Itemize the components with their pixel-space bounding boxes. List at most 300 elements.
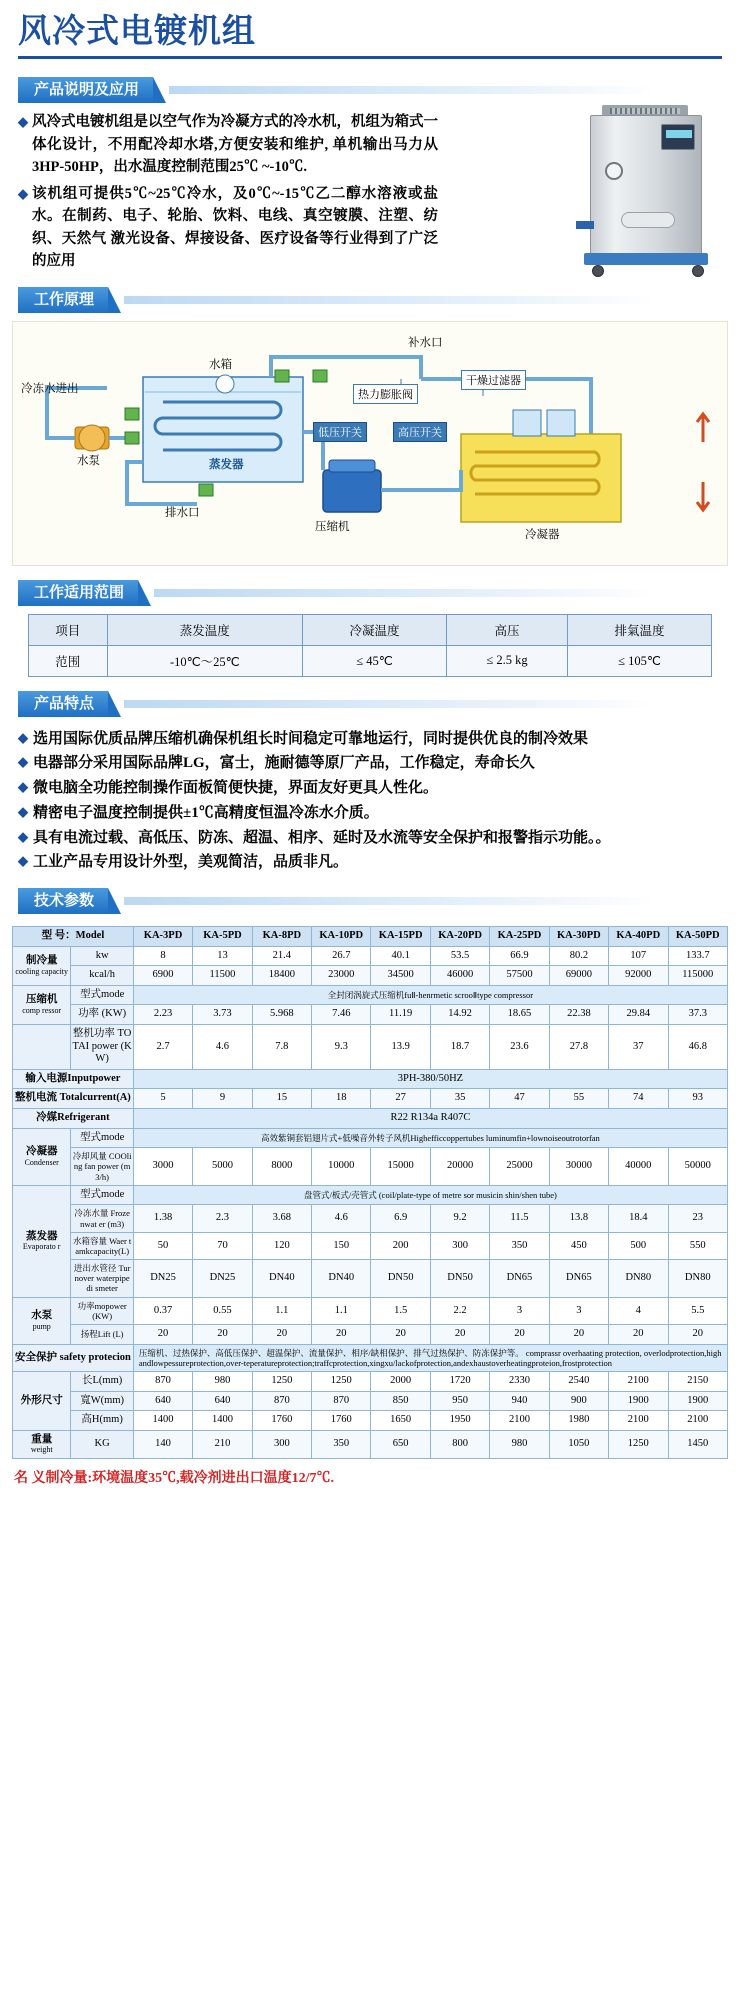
diagram-label-compressor: 压缩机 <box>315 520 350 533</box>
range-col-cond-temp: 冷凝温度 <box>303 614 447 645</box>
spec-cell: 1400 <box>133 1411 192 1431</box>
spec-cell: 640 <box>193 1391 252 1411</box>
diagram-label-expansion-valve: 热力膨胀阀 <box>353 384 418 404</box>
spec-cell: 23 <box>668 1205 728 1232</box>
spec-cell: DN50 <box>371 1260 430 1298</box>
spec-cell: 870 <box>252 1391 311 1411</box>
spec-cell: 2540 <box>549 1372 608 1392</box>
section-label-principle: 工作原理 <box>18 287 108 313</box>
description-bullet <box>18 183 438 273</box>
brand-logo <box>621 212 675 228</box>
spec-cell: 210 <box>193 1430 252 1458</box>
table-row <box>13 1344 728 1371</box>
spec-cell: 15000 <box>371 1148 430 1186</box>
diagram-label-low-pressure-switch: 低压开关 <box>313 422 367 442</box>
spec-cell: 50000 <box>668 1148 728 1186</box>
feature-item <box>18 803 722 825</box>
spec-cell: 15 <box>252 1089 311 1109</box>
description-block <box>0 111 740 272</box>
spec-cell: 200 <box>371 1232 430 1259</box>
diagram-label-dry-filter: 干燥过滤器 <box>461 370 526 390</box>
label-cn: 外形尺寸 <box>20 1394 63 1406</box>
spec-cell: 6.9 <box>371 1205 430 1232</box>
spec-cell: 11.5 <box>490 1205 549 1232</box>
range-col-high-pressure: 高压 <box>447 614 568 645</box>
spec-cell: 20 <box>312 1325 371 1345</box>
spec-cell: 1.5 <box>371 1297 430 1324</box>
diagram-label-chilled-water-inout: 冷冻水进出 <box>21 382 79 395</box>
diagram-svg <box>13 322 729 567</box>
spec-cell: 1050 <box>549 1430 608 1458</box>
spec-cell: 18 <box>312 1089 371 1109</box>
spec-cell: DN80 <box>609 1260 668 1298</box>
spec-cell: 1250 <box>252 1372 311 1392</box>
diagram-label-drain: 排水口 <box>165 506 200 519</box>
section-header-features <box>18 691 658 717</box>
page-title: 风冷式电镀机组 <box>18 14 256 50</box>
spec-cell: 13 <box>193 946 252 966</box>
spec-cell: 93 <box>668 1089 728 1109</box>
principle-diagram-wrap <box>0 321 740 566</box>
feature-text: 微电脑全功能控制操作面板简便快捷，界面友好更具人性化。 <box>33 780 439 797</box>
diamond-icon: ◆ <box>18 185 28 201</box>
spec-model: KA-30PD <box>549 927 608 947</box>
range-cell: ≤ 45℃ <box>303 645 447 676</box>
spec-cell: 3 <box>549 1297 608 1324</box>
spec-sub-label: 进出水管径 Turnover waterpipe di smeter <box>71 1260 133 1298</box>
spec-span-cell-evaporator-type: 盘管式/板式/壳管式 (coil/plate-type of metre sor musicin shin/shen tube) <box>133 1185 727 1205</box>
spec-cell: 35 <box>430 1089 489 1109</box>
spec-row-label-input-power: 输入电源Inputpower <box>13 1069 134 1089</box>
spec-cell: 40000 <box>609 1148 668 1186</box>
spec-row-label-pump <box>13 1297 71 1344</box>
unit-base <box>584 253 708 265</box>
spec-cell: 18400 <box>252 966 311 986</box>
table-row <box>13 1025 728 1070</box>
spec-cell: 107 <box>609 946 668 966</box>
spec-cell: 1650 <box>371 1411 430 1431</box>
spec-cell: DN40 <box>252 1260 311 1298</box>
spec-cell: 2.23 <box>133 1005 192 1025</box>
diamond-icon: ◆ <box>18 803 28 819</box>
spec-cell: 640 <box>133 1391 192 1411</box>
section-header-principle <box>18 287 658 313</box>
spec-cell: DN50 <box>430 1260 489 1298</box>
spec-cell: 46.8 <box>668 1025 728 1070</box>
spec-cell: DN65 <box>490 1260 549 1298</box>
diamond-icon: ◆ <box>18 754 28 770</box>
spec-cell: 14.92 <box>430 1005 489 1025</box>
spec-cell: 350 <box>490 1232 549 1259</box>
title-divider <box>18 56 722 59</box>
spec-cell: 50 <box>133 1232 192 1259</box>
label-cn: 水泵 <box>31 1310 53 1322</box>
spec-cell: 1720 <box>430 1372 489 1392</box>
ribbon-bar <box>124 700 658 708</box>
spec-cell: 1250 <box>312 1372 371 1392</box>
spec-row-label-compressor <box>13 985 71 1024</box>
table-row <box>13 1148 728 1186</box>
unit-body <box>590 115 702 255</box>
spec-cell: 2330 <box>490 1372 549 1392</box>
spec-cell: 20 <box>371 1325 430 1345</box>
spec-cell: 450 <box>549 1232 608 1259</box>
table-header-row <box>29 614 712 645</box>
label-cn: 蒸发器 <box>25 1230 58 1242</box>
spec-cell: 13.8 <box>549 1205 608 1232</box>
table-row <box>13 1185 728 1205</box>
feature-text: 电器部分采用国际品牌LG，富士，施耐德等原厂产品，工作稳定，寿命长久 <box>33 755 535 772</box>
spec-cell: DN25 <box>133 1260 192 1298</box>
spec-row-label-safety: 安全保护 safety protecion <box>13 1344 134 1371</box>
spec-cell: 69000 <box>549 966 608 986</box>
spec-cell: 5000 <box>193 1148 252 1186</box>
spec-cell: 1.1 <box>252 1297 311 1324</box>
spec-cell: 26.7 <box>312 946 371 966</box>
spec-cell: 53.5 <box>430 946 489 966</box>
spec-cell: 20 <box>609 1325 668 1345</box>
range-table-wrap <box>0 614 740 677</box>
spec-cell: 4.6 <box>193 1025 252 1070</box>
diagram-label-condenser: 冷凝器 <box>525 528 560 541</box>
range-cell: -10℃～25℃ <box>107 645 303 676</box>
spec-cell: DN65 <box>549 1260 608 1298</box>
spec-cell: 1760 <box>252 1411 311 1431</box>
caster-wheel <box>592 265 604 277</box>
spec-cell: 2.7 <box>133 1025 192 1070</box>
range-col-evap-temp: 蒸发温度 <box>107 614 303 645</box>
range-cell: 范围 <box>29 645 108 676</box>
spec-cell: 150 <box>312 1232 371 1259</box>
spec-cell: 30000 <box>549 1148 608 1186</box>
spec-span-cell-safety: 压缩机、过热保护、高低压保护、超温保护、流量保护、相序/缺相保护、排气过热保护、防冻保护等。 comprassr overhaating protection, overlodprotection,highandlowpessureprotection,over-teperatureprotection;traffcprotection,xingxu/lackofprotection,andexhaustoverheatingproteion,frostprotection <box>133 1344 727 1371</box>
spec-cell: 900 <box>549 1391 608 1411</box>
spec-row-label-refrigerant: 冷媒Refrigerant <box>13 1109 134 1129</box>
spec-cell: 20 <box>668 1325 728 1345</box>
pressure-gauge-icon <box>605 162 623 180</box>
spec-cell: 70 <box>193 1232 252 1259</box>
spec-cell: 850 <box>371 1391 430 1411</box>
table-row <box>13 1430 728 1458</box>
table-row <box>29 645 712 676</box>
spec-table-wrap <box>0 922 740 1459</box>
spec-row-label-condenser <box>13 1128 71 1185</box>
spec-sub-label: 高H(mm) <box>71 1411 133 1431</box>
water-pipe <box>576 221 594 229</box>
spec-row-label-dimensions <box>13 1372 71 1431</box>
feature-text: 精密电子温度控制提供±1℃高精度恒温冷冻水介质。 <box>33 804 379 821</box>
section-header-spec <box>18 888 658 914</box>
spec-sub-label: 寬W(mm) <box>71 1391 133 1411</box>
spec-sub-label: 整机功率 TOTAI power (KW) <box>71 1025 133 1070</box>
table-row <box>13 1325 728 1345</box>
diagram-label-makeup-water: 补水口 <box>408 336 443 349</box>
label-cn: 压缩机 <box>25 994 58 1006</box>
label-en: Evaporato r <box>22 1242 61 1252</box>
spec-cell: 5.968 <box>252 1005 311 1025</box>
spec-cell: 20 <box>193 1325 252 1345</box>
section-label-description: 产品说明及应用 <box>18 77 153 103</box>
spec-cell: 9 <box>193 1089 252 1109</box>
feature-text: 具有电流过载、高低压、防冻、超温、相序、延时及水流等安全保护和报警指示功能。。 <box>33 829 611 846</box>
spec-row-label-blank <box>13 1025 71 1070</box>
spec-cell: 5.5 <box>668 1297 728 1324</box>
diamond-icon: ◆ <box>18 853 28 869</box>
spec-cell: 20 <box>133 1325 192 1345</box>
spec-cell: 0.55 <box>193 1297 252 1324</box>
section-header-range <box>18 580 658 606</box>
diamond-icon: ◆ <box>18 779 28 795</box>
spec-cell: 34500 <box>371 966 430 986</box>
spec-sub-label: 型式mode <box>71 1185 133 1205</box>
spec-cell: 25000 <box>490 1148 549 1186</box>
label-en: cooling capacity <box>15 966 69 976</box>
spec-cell: 2100 <box>609 1372 668 1392</box>
spec-cell: 20 <box>252 1325 311 1345</box>
section-header-description <box>18 77 658 103</box>
label-cn: 制冷量 <box>25 955 58 967</box>
description-paragraph: 风冷式电镀机组是以空气作为冷凝方式的冷水机，机组为箱式一体化设计，不用配冷却水塔,方便安装和维护, 单机输出马力从3HP-50HP，出水温度控制范围25℃ ~-10℃. <box>32 114 438 176</box>
title-block <box>0 0 740 63</box>
feature-item <box>18 729 722 751</box>
diagram-label-water-tank: 水箱 <box>209 358 232 371</box>
description-bullet <box>18 111 438 178</box>
spec-cell: 1950 <box>430 1411 489 1431</box>
spec-cell: 5 <box>133 1089 192 1109</box>
spec-sub-label: 功率 (KW) <box>71 1005 133 1025</box>
table-row <box>13 1089 728 1109</box>
diamond-icon: ◆ <box>18 828 28 844</box>
table-row <box>13 985 728 1005</box>
diagram-label-water-pump: 水泵 <box>77 454 100 467</box>
diagram-label-evaporator: 蒸发器 <box>209 458 244 471</box>
spec-cell: 3.73 <box>193 1005 252 1025</box>
spec-sub-label: 功率mopower (KW) <box>71 1297 133 1324</box>
spec-sub-label: kcal/h <box>71 966 133 986</box>
table-row <box>13 1069 728 1089</box>
ribbon-bar <box>169 86 658 94</box>
spec-cell: 13.9 <box>371 1025 430 1070</box>
spec-cell: DN80 <box>668 1260 728 1298</box>
spec-span-cell-input-power: 3PH-380/50HZ <box>133 1069 727 1089</box>
spec-cell: 980 <box>193 1372 252 1392</box>
spec-cell: 800 <box>430 1430 489 1458</box>
spec-model: KA-50PD <box>668 927 728 947</box>
ribbon-bar <box>124 897 658 905</box>
spec-sub-label: 长L(mm) <box>71 1372 133 1392</box>
range-col-item: 项目 <box>29 614 108 645</box>
spec-cell: 1760 <box>312 1411 371 1431</box>
footnote: 名 义制冷量:环境温度35℃,载冷剂进出口温度12/7℃. <box>14 1470 335 1486</box>
table-row <box>13 1232 728 1259</box>
spec-model: KA-5PD <box>193 927 252 947</box>
spec-cell: 2000 <box>371 1372 430 1392</box>
spec-cell: 18.7 <box>430 1025 489 1070</box>
diamond-icon: ◆ <box>18 729 28 745</box>
spec-row-label-total-current: 整机电流 Totalcurrent(A) <box>13 1089 134 1109</box>
label-en: weight <box>30 1445 53 1455</box>
spec-cell: 1450 <box>668 1430 728 1458</box>
spec-cell: 37.3 <box>668 1005 728 1025</box>
spec-cell: 37 <box>609 1025 668 1070</box>
spec-cell: 980 <box>490 1430 549 1458</box>
spec-row-label-cooling-capacity <box>13 946 71 985</box>
principle-diagram <box>12 321 728 566</box>
spec-cell: 10000 <box>312 1148 371 1186</box>
label-en: pump <box>32 1321 51 1331</box>
spec-cell: 950 <box>430 1391 489 1411</box>
spec-model: KA-20PD <box>430 927 489 947</box>
spec-cell: 3.68 <box>252 1205 311 1232</box>
spec-sub-label: KG <box>71 1430 133 1458</box>
spec-cell: 11.19 <box>371 1005 430 1025</box>
spec-sub-label: kw <box>71 946 133 966</box>
range-cell: ≤ 2.5 kg <box>447 645 568 676</box>
spec-cell: 4 <box>609 1297 668 1324</box>
spec-model-row <box>13 927 728 947</box>
spec-cell: 2150 <box>668 1372 728 1392</box>
spec-cell: 20 <box>490 1325 549 1345</box>
spec-cell: 66.9 <box>490 946 549 966</box>
spec-cell: 27.8 <box>549 1025 608 1070</box>
table-row <box>13 1372 728 1392</box>
spec-cell: 2100 <box>668 1411 728 1431</box>
spec-model-label: 型 号：Model <box>13 927 134 947</box>
spec-cell: 18.4 <box>609 1205 668 1232</box>
range-cell: ≤ 105℃ <box>568 645 712 676</box>
spec-model: KA-10PD <box>312 927 371 947</box>
spec-cell: 20000 <box>430 1148 489 1186</box>
spec-cell: 20 <box>430 1325 489 1345</box>
spec-cell: 6900 <box>133 966 192 986</box>
description-paragraph: 该机组可提供5℃~25℃冷水，及0℃~-15℃乙二醇水溶液或盐水。在制药、电子、轮胎、饮料、电线、真空镀膜、注塑、纺织、天然气 激光设备、焊接设备、医疗设备等行业得到了广泛的应用 <box>32 185 438 270</box>
spec-cell: 11500 <box>193 966 252 986</box>
section-label-range: 工作适用范围 <box>18 580 138 606</box>
spec-cell: 2100 <box>490 1411 549 1431</box>
spec-sub-label: 水箱容量 Waer tamkcapacity(L) <box>71 1232 133 1259</box>
spec-table <box>12 926 728 1459</box>
spec-cell: DN40 <box>312 1260 371 1298</box>
spec-cell: 550 <box>668 1232 728 1259</box>
table-row <box>13 1297 728 1324</box>
spec-span-cell-compressor-type: 全封闭涡旋式压缩机fuⅡ-henrmetic scrooⅡtype compressor <box>133 985 727 1005</box>
spec-cell: 650 <box>371 1430 430 1458</box>
spec-cell: 115000 <box>668 966 728 986</box>
chiller-unit-illustration <box>578 101 718 281</box>
spec-cell: 3000 <box>133 1148 192 1186</box>
spec-span-cell-refrigerant: R22 R134a R407C <box>133 1109 727 1129</box>
spec-model: KA-25PD <box>490 927 549 947</box>
spec-cell: 2.2 <box>430 1297 489 1324</box>
range-col-discharge-temp: 排氣温度 <box>568 614 712 645</box>
spec-cell: 46000 <box>430 966 489 986</box>
spec-row-label-weight <box>13 1430 71 1458</box>
spec-cell: 1900 <box>668 1391 728 1411</box>
label-cn: 重量 <box>31 1433 53 1445</box>
feature-item <box>18 852 722 874</box>
spec-cell: 7.46 <box>312 1005 371 1025</box>
spec-cell: 0.37 <box>133 1297 192 1324</box>
section-label-spec: 技术参数 <box>18 888 108 914</box>
spec-cell: 9.3 <box>312 1025 371 1070</box>
spec-cell: 92000 <box>609 966 668 986</box>
spec-cell: 1400 <box>193 1411 252 1431</box>
spec-sub-label: 扬程Lift (L) <box>71 1325 133 1345</box>
spec-cell: 870 <box>133 1372 192 1392</box>
spec-cell: 20 <box>549 1325 608 1345</box>
spec-cell: 940 <box>490 1391 549 1411</box>
spec-cell: 1.1 <box>312 1297 371 1324</box>
spec-cell: 120 <box>252 1232 311 1259</box>
spec-cell: 1980 <box>549 1411 608 1431</box>
features-list <box>0 725 740 875</box>
table-row <box>13 1391 728 1411</box>
spec-model: KA-3PD <box>133 927 192 947</box>
feature-text: 选用国际优质品牌压缩机确保机组长时间稳定可靠地运行，同时提供优良的制冷效果 <box>33 730 589 747</box>
description-text <box>18 111 438 272</box>
ribbon-bar <box>124 296 658 304</box>
spec-cell: 55 <box>549 1089 608 1109</box>
caster-wheel <box>692 265 704 277</box>
range-table <box>28 614 712 677</box>
product-photo <box>572 101 722 291</box>
spec-cell: 40.1 <box>371 946 430 966</box>
spec-row-label-evaporator <box>13 1185 71 1297</box>
spec-cell: 8 <box>133 946 192 966</box>
feature-item <box>18 828 722 850</box>
table-row <box>13 1128 728 1148</box>
spec-cell: 2.3 <box>193 1205 252 1232</box>
spec-cell: 57500 <box>490 966 549 986</box>
spec-cell: 21.4 <box>252 946 311 966</box>
spec-cell: 9.2 <box>430 1205 489 1232</box>
spec-cell: 74 <box>609 1089 668 1109</box>
spec-cell: 133.7 <box>668 946 728 966</box>
spec-cell: 22.38 <box>549 1005 608 1025</box>
spec-sub-label: 型式mode <box>71 985 133 1005</box>
label-en: Condenser <box>24 1157 59 1167</box>
spec-cell: 1.38 <box>133 1205 192 1232</box>
spec-cell: 140 <box>133 1430 192 1458</box>
feature-text: 工业产品专用设计外型，美观简洁，品质非凡。 <box>33 854 349 871</box>
spec-span-cell-condenser-type: 高效紫铜套铝翅片式+低噪音外转子风机Highefficcoppertubes luminumfin+lownoiseoutrotorfan <box>133 1128 727 1148</box>
table-row <box>13 1205 728 1232</box>
spec-cell: 80.2 <box>549 946 608 966</box>
feature-item <box>18 778 722 800</box>
table-row <box>13 1109 728 1129</box>
table-row <box>13 946 728 966</box>
diagram-label-high-pressure-switch: 高压开关 <box>393 422 447 442</box>
spec-cell: 8000 <box>252 1148 311 1186</box>
spec-cell: 350 <box>312 1430 371 1458</box>
table-row <box>13 1005 728 1025</box>
spec-cell: 23.6 <box>490 1025 549 1070</box>
spec-cell: 23000 <box>312 966 371 986</box>
spec-cell: 18.65 <box>490 1005 549 1025</box>
spec-cell: 7.8 <box>252 1025 311 1070</box>
spec-cell: 47 <box>490 1089 549 1109</box>
table-row <box>13 1260 728 1298</box>
spec-cell: 500 <box>609 1232 668 1259</box>
spec-sub-label: 冷却风量 COOling fan power (m3/h) <box>71 1148 133 1186</box>
spec-cell: 1900 <box>609 1391 668 1411</box>
spec-sub-label: 冷冻水量 Frozenwat er (m3) <box>71 1205 133 1232</box>
table-row <box>13 1411 728 1431</box>
feature-item <box>18 753 722 775</box>
spec-cell: 300 <box>430 1232 489 1259</box>
diamond-icon: ◆ <box>18 114 28 130</box>
spec-cell: 4.6 <box>312 1205 371 1232</box>
